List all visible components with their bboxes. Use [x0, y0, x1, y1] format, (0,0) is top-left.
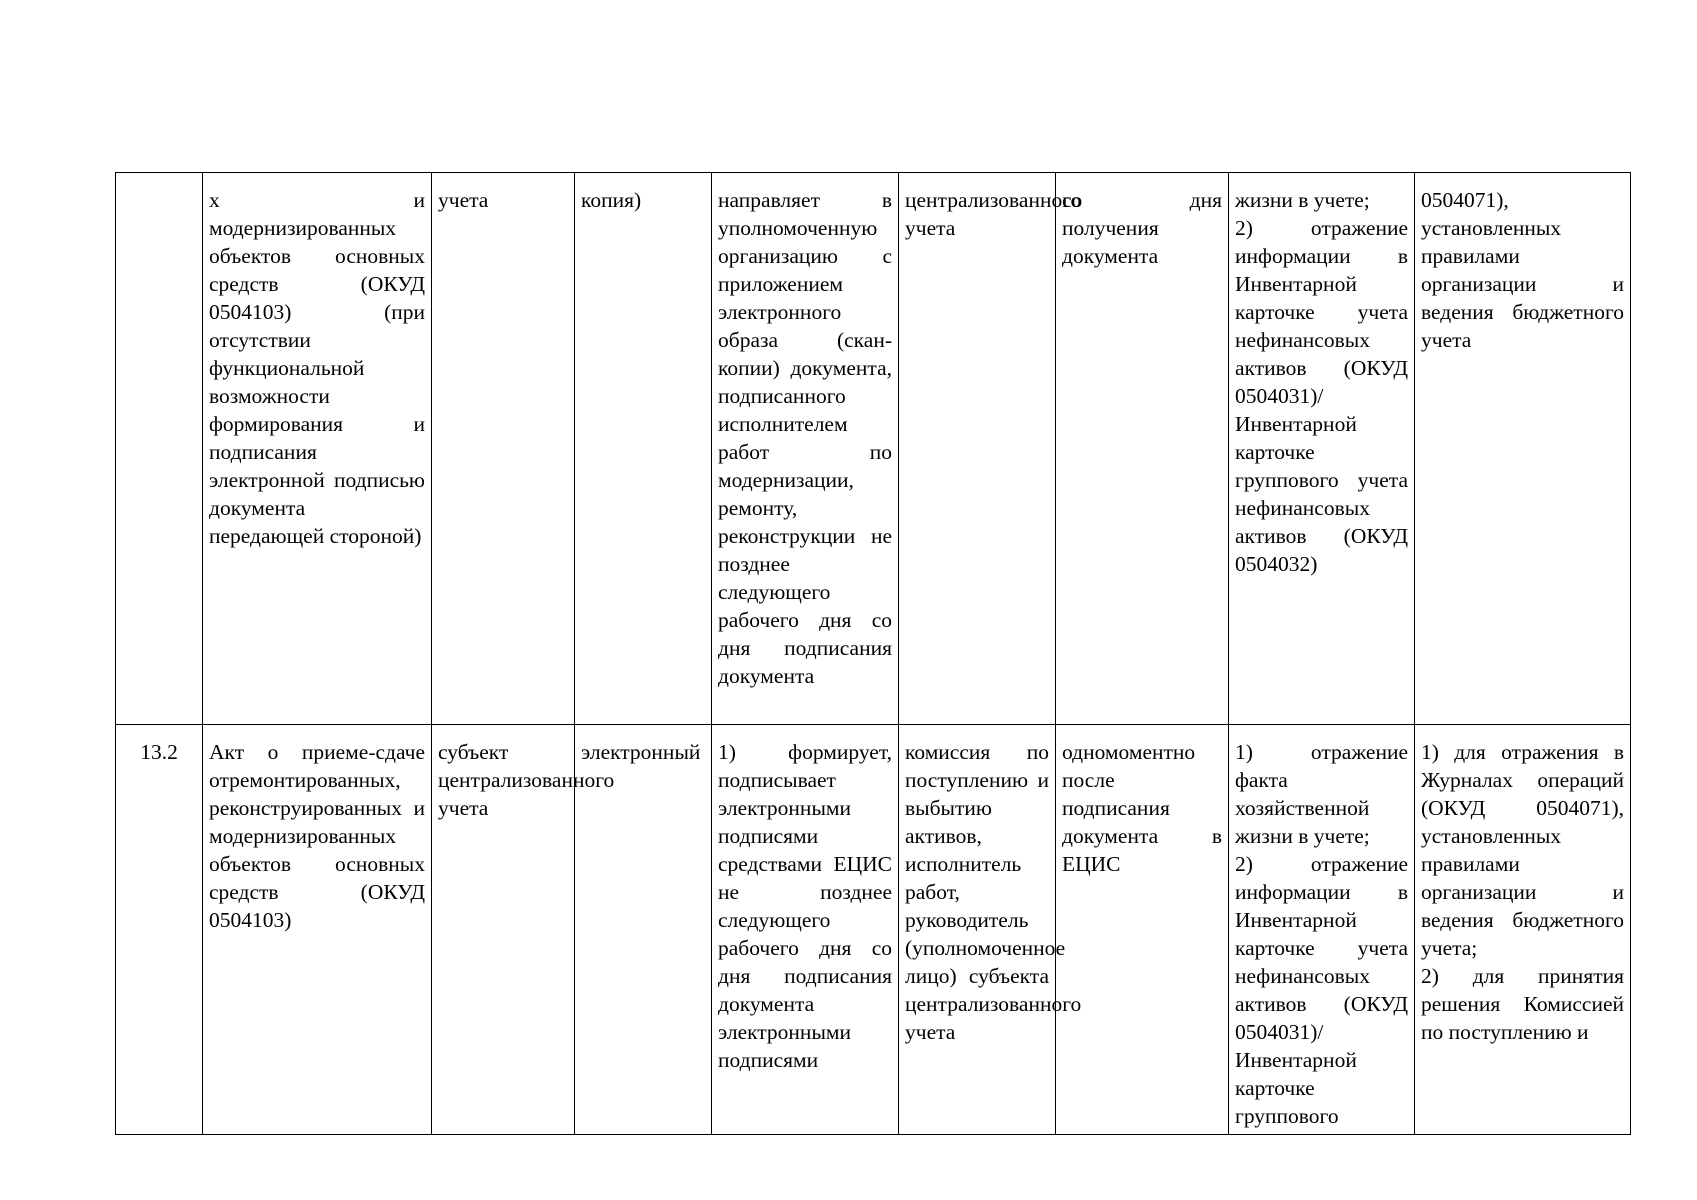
form-cell: электронный [575, 725, 712, 1135]
usage-cell: 0504071), установленных правилами организации и ведения бюджетного учета [1415, 173, 1631, 725]
table-row [116, 173, 1631, 725]
responsible-cell: субъект централизованного учета [432, 725, 575, 1135]
document-name-cell: Акт о приеме-сдаче отремонтированных, реконструированных и модернизированных объектов основных средств (ОКУД 0504103) [203, 725, 432, 1135]
action-cell: направляет в уполномоченную организацию с приложением электронного образа (скан-копии) документа, подписанного исполнителем работ по модернизации, ремонту, реконструкции не позднее следующего рабочего дня со дня подписания документа [712, 173, 899, 725]
deadline-cell: одномоментно после подписания документа в ЕЦИС [1056, 725, 1229, 1135]
document-name-cell: х и модернизированных объектов основных средств (ОКУД 0504103) (при отсутствии функциональной возможности формирования и подписания электронной подписью документа передающей стороной) [203, 173, 432, 725]
row-number-cell: 13.2 [116, 725, 203, 1135]
row-number-cell [116, 173, 203, 725]
action-cell: 1) формирует, подписывает электронными подписями средствами ЕЦИС не позднее следующего рабочего дня со дня подписания документа электронными подписями [712, 725, 899, 1135]
participants-cell: комиссия по поступлению и выбытию активов, исполнитель работ, руководитель (уполномоченное лицо) субъекта централизованного учета [899, 725, 1056, 1135]
participants-cell: централизованного учета [899, 173, 1056, 725]
purpose-cell: жизни в учете; 2) отражение информации в Инвентарной карточке учета нефинансовых активов (ОКУД 0504031)/Инвентарной карточке группового учета нефинансовых активов (ОКУД 0504032) [1229, 173, 1415, 725]
purpose-cell: 1) отражение факта хозяйственной жизни в учете; 2) отражение информации в Инвентарной карточке учета нефинансовых активов (ОКУД 0504031)/Инвентарной карточке группового [1229, 725, 1415, 1135]
usage-cell: 1) для отражения в Журналах операций (ОКУД 0504071), установленных правилами организации и ведения бюджетного учета; 2) для принятия решения Комиссией по поступлению и [1415, 725, 1631, 1135]
responsible-cell: учета [432, 173, 575, 725]
deadline-cell: со дня получения документа [1056, 173, 1229, 725]
table-row [116, 725, 1631, 1135]
form-cell: копия) [575, 173, 712, 725]
register-table [115, 172, 1631, 1135]
